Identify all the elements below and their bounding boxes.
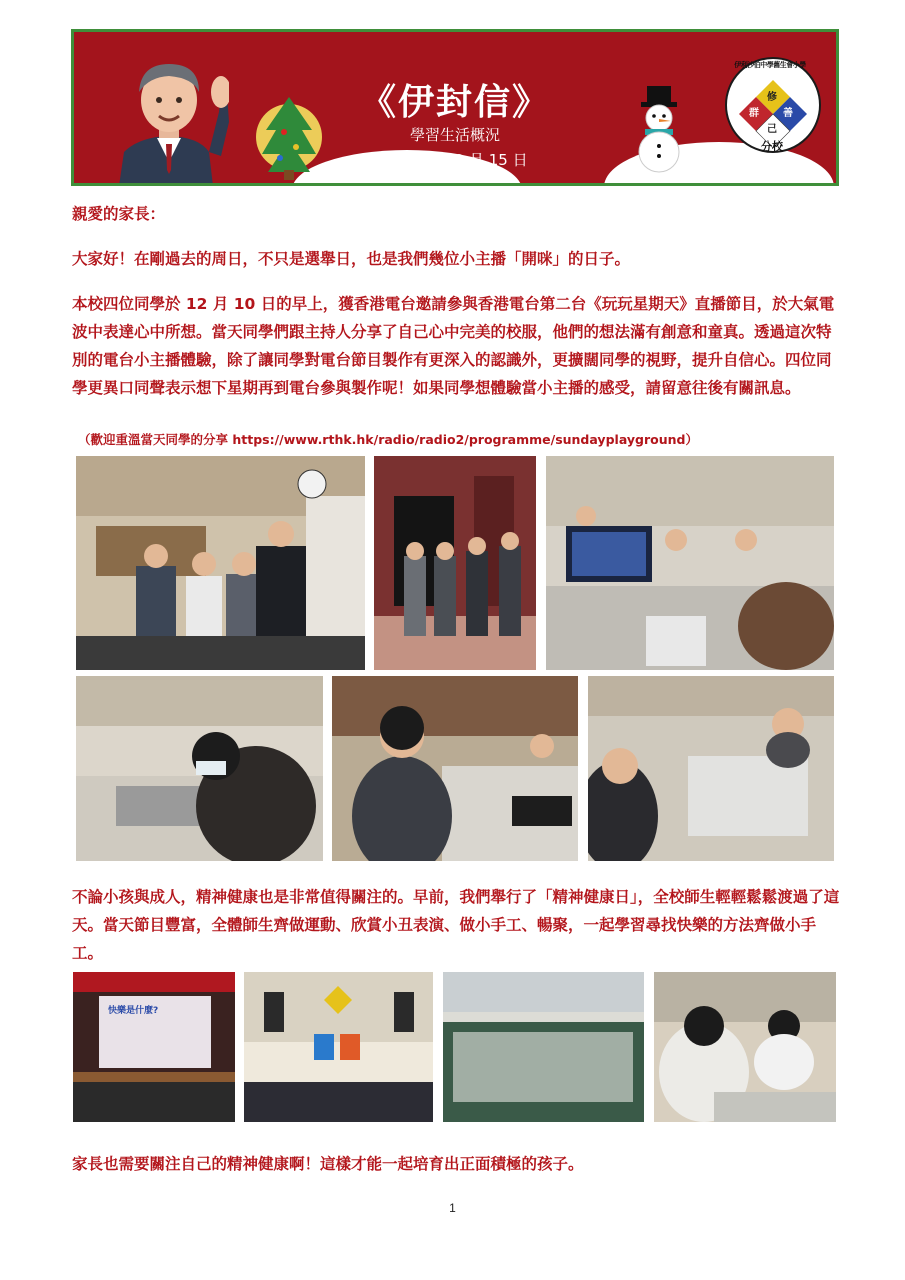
wellness-paragraph: 不論小孩與成人，精神健康也是非常值得關注的。早前，我們舉行了「精神健康日」，全校師生輕輕鬆鬆渡過了這天。當天節目豐富，全體師生齊做運動、欣賞小丑表演、做小手工、暢聚，一起學習尋找快樂的方法齊做小手工。: [72, 888, 840, 962]
photo-handicraft: [654, 972, 836, 1122]
photo-clown-show: [244, 972, 433, 1122]
photo-host-and-student: [588, 676, 834, 861]
logo-quad-left: 群: [749, 108, 759, 119]
newsletter-subtitle: 學習生活概況: [409, 126, 500, 144]
photo-assembly-screen: [73, 972, 235, 1122]
photo-radio-corridor: [374, 456, 536, 670]
photo-hall-exercise: [443, 972, 644, 1122]
screen-caption: 快樂是什麼?: [108, 1006, 159, 1016]
logo-quad-right: 善: [783, 108, 793, 119]
programme-link-note[interactable]: （歡迎重溫當天同學的分享 https://www.rthk.hk/radio/radio2/programme/sundayplayground）: [78, 432, 698, 447]
greeting: 親愛的家長：: [72, 205, 166, 223]
closing-paragraph: 家長也需要關注自己的精神健康啊！這樣才能一起培育出正面積極的孩子。: [72, 1155, 584, 1173]
intro-paragraph: 大家好！在剛過去的周日，不只是選舉日，也是我們幾位小主播「開咪」的日子。: [72, 250, 631, 268]
radio-paragraph: 本校四位同學於 12 月 10 日的早上，獲香港電台邀請參與香港電台第二台《玩玩星期天》直播節目，於大氣電波中表達心中所想。當天同學們跟主持人分享了自己心中完美的校服，他們的想法滿有創意和童真。透過這次特別的電台小主播體驗，除了讓同學對電台節目製作有更深入的認識外，更擴闊同學的視野，提升自信心。四位同學更異口同聲表示想下星期再到電台參與製作呢！如果同學想體驗當小主播的感受，請留意往後有關訊息。: [72, 295, 835, 397]
logo-branch: 分校: [761, 140, 783, 153]
snowman-icon: [629, 84, 689, 174]
header-banner: [71, 29, 839, 186]
photo-radio-studio-group: [76, 456, 365, 670]
page-number: 1: [449, 1201, 456, 1215]
logo-school-name: 伊利沙伯中學舊生會小學: [734, 61, 806, 69]
logo-quad-top: 修: [767, 92, 777, 103]
logo-quad-bottom: 己: [767, 124, 777, 135]
newsletter-date: 2023 年 12 月 15 日: [382, 151, 528, 169]
photo-student-with-headphones: [332, 676, 578, 861]
photo-radio-console: [546, 456, 834, 670]
photo-student-at-mixer: [76, 676, 323, 861]
newsletter-title: 《伊封信》: [359, 82, 550, 123]
